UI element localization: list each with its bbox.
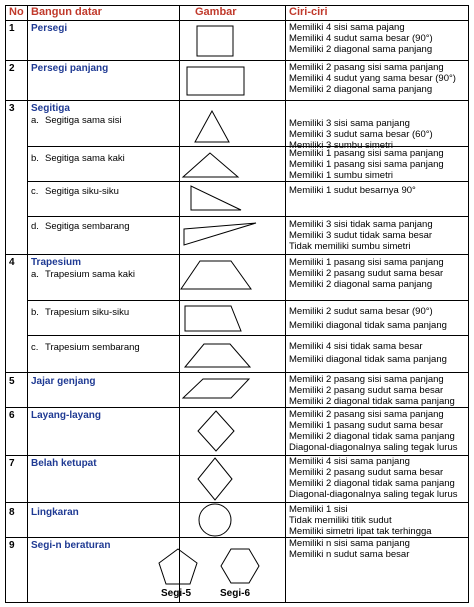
subtype-trapesium-siku: b. Trapesium siku-siku [31, 307, 130, 318]
trait: Memiliki 1 pasang sisi sama panjang [289, 159, 444, 170]
trait: Memiliki 1 sisi [289, 504, 348, 515]
trait: Memiliki diagonal tidak sama panjang [289, 320, 447, 331]
trait: Memiliki 2 diagonal sama panjang [289, 44, 433, 55]
row-number: 3 [9, 103, 15, 114]
kite-figure [198, 411, 234, 451]
figures-layer [5, 5, 469, 603]
shape-title-layang-layang: Layang-layang [31, 410, 102, 421]
trait: Tidak memiliki sumbu simetri [289, 241, 411, 252]
subtype-segitiga-siku: c. Segitiga siku-siku [31, 186, 119, 197]
equilateral-triangle-figure [195, 111, 229, 142]
trait: Memiliki 4 sisi tidak sama besar [289, 341, 423, 352]
shape-title-segitiga: Segitiga [31, 103, 70, 114]
row-number: 8 [9, 507, 15, 518]
pentagon-label: Segi-5 [161, 588, 192, 599]
trait: Memiliki 4 sisi sama panjang [289, 456, 410, 467]
trait: Memiliki 2 pasang sisi sama panjang [289, 62, 444, 73]
trait: Memiliki simetri lipat tak terhingga [289, 526, 432, 537]
hexagon-figure [221, 549, 259, 583]
trait: Memiliki 3 sudut tidak sama besar [289, 230, 433, 241]
trait: Diagonal-diagonalnya saling tegak lurus [289, 442, 458, 453]
shape-title-segi-n: Segi-n beraturan [31, 540, 111, 551]
scalene-trapezoid-figure [185, 344, 250, 367]
trait: Memiliki 3 sudut sama besar (60°) [289, 129, 433, 140]
trait: Memiliki 4 sisi sama pajang [289, 22, 405, 33]
header-traits: Ciri-ciri [289, 6, 328, 18]
trait: Memiliki n sisi sama panjang [289, 538, 410, 549]
parallelogram-figure [183, 379, 249, 398]
row-number: 2 [9, 63, 15, 74]
trait: Memiliki diagonal tidak sama panjang [289, 354, 447, 365]
row-number: 6 [9, 410, 15, 421]
hexagon-label: Segi-6 [220, 588, 251, 599]
trait: Diagonal-diagonalnya saling tegak lurus [289, 489, 458, 500]
scalene-triangle-figure [184, 223, 256, 245]
row-number: 1 [9, 23, 15, 34]
isosceles-trapezoid-figure [181, 261, 251, 289]
trait: Memiliki 2 diagonal sama panjang [289, 84, 433, 95]
shape-title-belah-ketupat: Belah ketupat [31, 458, 97, 469]
trait: Memiliki 2 diagonal tidak sama panjang [289, 396, 455, 407]
trait: Memiliki 1 sudut besarnya 90° [289, 185, 416, 196]
row-number: 4 [9, 257, 15, 268]
shape-title-persegi: Persegi [31, 23, 68, 34]
trait: Memiliki 3 sisi tidak sama panjang [289, 219, 433, 230]
trait: Memiliki 1 sumbu simetri [289, 170, 393, 181]
subtype-trapesium-sembarang: c. Trapesium sembarang [31, 342, 140, 353]
rectangle-figure [187, 67, 244, 95]
shape-title-jajar-genjang: Jajar genjang [31, 376, 96, 387]
shape-title-persegi-panjang: Persegi panjang [31, 63, 109, 74]
pentagon-figure [159, 549, 197, 584]
row-number: 5 [9, 376, 15, 387]
trait: Memiliki 1 pasang sisi sama panjang [289, 148, 444, 159]
shape-title-trapesium: Trapesium [31, 257, 82, 268]
trait: Memiliki 2 pasang sisi sama panjang [289, 374, 444, 385]
isosceles-triangle-figure [183, 153, 238, 177]
square-figure [197, 26, 233, 56]
right-triangle-figure [191, 186, 241, 210]
right-trapezoid-figure [185, 306, 241, 331]
trait: Memiliki 4 sudut yang sama besar (90°) [289, 73, 456, 84]
header-no: No [9, 6, 24, 18]
trait: Memiliki n sudut sama besar [289, 549, 410, 560]
trait: Tidak memiliki titik sudut [289, 515, 392, 526]
shape-title-lingkaran: Lingkaran [31, 507, 79, 518]
subtype-segitiga-sama-kaki: b. Segitiga sama kaki [31, 153, 125, 164]
trait: Memiliki 2 pasang sudut sama besar [289, 385, 444, 396]
trait: Memiliki 3 sumbu simetri [289, 140, 393, 151]
header-name: Bangun datar [31, 6, 102, 18]
trait: Memiliki 2 pasang sisi sama panjang [289, 409, 444, 420]
trait: Memiliki 2 pasang sudut sama besar [289, 467, 444, 478]
subtype-trapesium-sama-kaki: a. Trapesium sama kaki [31, 269, 135, 280]
trait: Memiliki 2 diagonal tidak sama panjang [289, 431, 455, 442]
trait: Memiliki 1 pasang sisi sama panjang [289, 257, 444, 268]
subtype-segitiga-sembarang: d. Segitiga sembarang [31, 221, 130, 232]
row-number: 7 [9, 458, 15, 469]
trait: Memiliki 2 diagonal sama panjang [289, 279, 433, 290]
header-shape: Gambar [195, 6, 237, 18]
subtype-segitiga-sama-sisi: a. Segitiga sama sisi [31, 115, 122, 126]
trait: Memiliki 2 diagonal tidak sama panjang [289, 478, 455, 489]
shapes-table [5, 5, 469, 603]
trait: Memiliki 3 sisi sama panjang [289, 118, 410, 129]
trait: Memiliki 4 sudut sama besar (90°) [289, 33, 433, 44]
row-number: 9 [9, 540, 15, 551]
trait: Memiliki 2 pasang sudut sama besar [289, 268, 444, 279]
trait: Memiliki 2 sudut sama besar (90°) [289, 306, 433, 317]
circle-figure [199, 504, 231, 536]
rhombus-figure [198, 458, 232, 500]
trait: Memiliki 1 pasang sudut sama besar [289, 420, 444, 431]
